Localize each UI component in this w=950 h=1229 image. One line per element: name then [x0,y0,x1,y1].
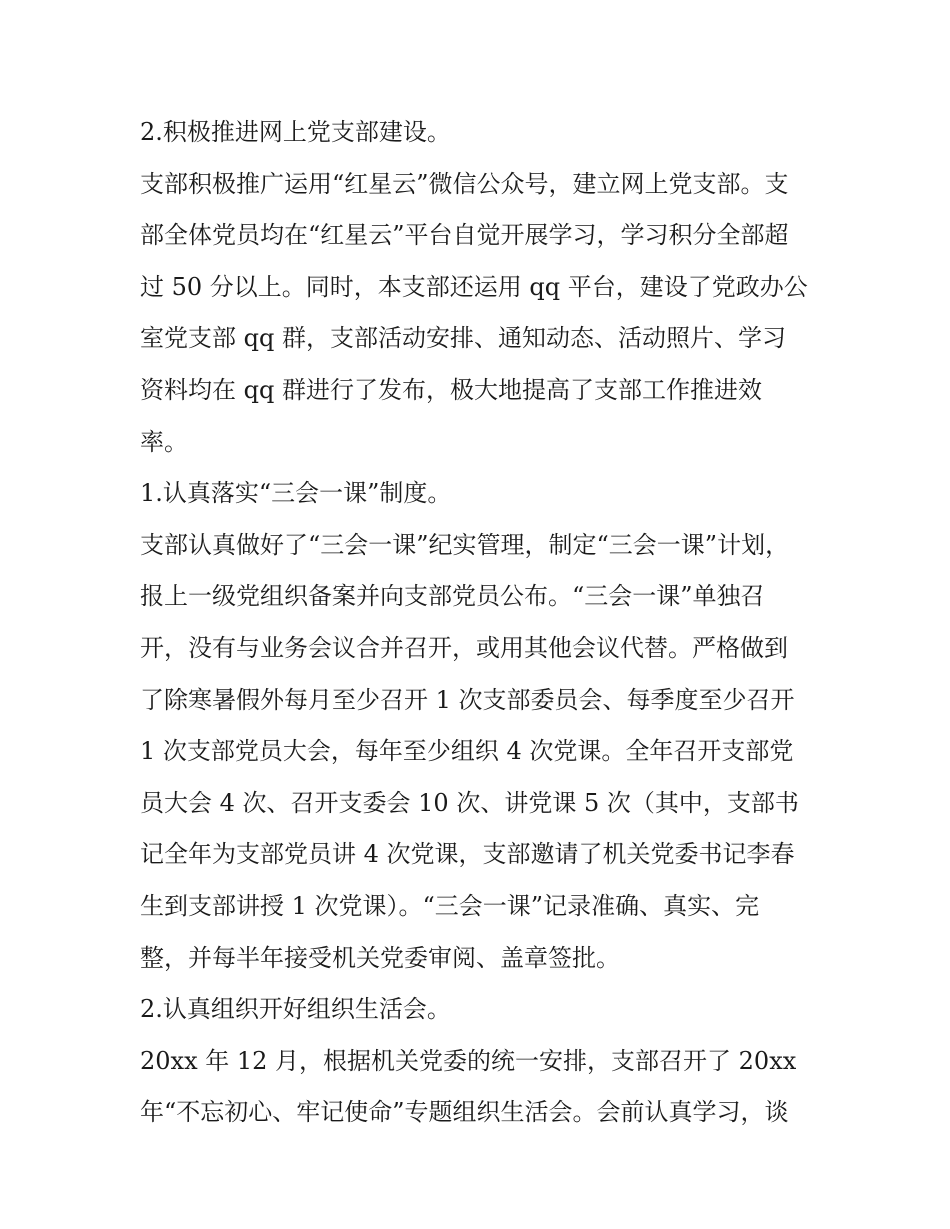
paragraph-line: 整，并每半年接受机关党委审阅、盖章签批。 [140,943,620,972]
paragraph-line: 室党支部 qq 群，支部活动安排、通知动态、活动照片、学习 [140,324,786,353]
paragraph-line: 部全体党员均在“红星云”平台自觉开展学习，学习积分全部超 [140,221,789,250]
document-body [140,107,820,1139]
paragraph-line: 报上一级党组织备案并向支部党员公布。“三会一课”单独召 [140,582,765,611]
paragraph-line: 20xx 年 12 月，根据机关党委的统一安排，支部召开了 20xx [140,1046,797,1075]
paragraph-line: 率。 [140,427,188,456]
paragraph-line: 开，没有与业务会议合并召开，或用其他会议代替。严格做到 [140,633,788,662]
heading-online-party-branch: 2.积极推进网上党支部建设。 [140,118,451,146]
paragraph-line: 记全年为支部党员讲 4 次党课，支部邀请了机关党委书记李春 [140,840,795,869]
paragraph-line: 资料均在 qq 群进行了发布，极大地提高了支部工作推进效 [140,375,762,404]
heading-organizational-life-meeting: 2.认真组织开好组织生活会。 [140,995,451,1024]
heading-three-meetings-one-lesson: 1.认真落实“三会一课”制度。 [140,479,452,508]
paragraph-line: 过 50 分以上。同时，本支部还运用 qq 平台，建设了党政办公 [140,272,808,301]
paragraph-line: 1 次支部党员大会，每年至少组织 4 次党课。全年召开支部党 [140,737,794,766]
paragraph-line: 支部认真做好了“三会一课”纪实管理，制定“三会一课”计划， [140,530,790,559]
paragraph-line: 员大会 4 次、召开支委会 10 次、讲党课 5 次（其中，支部书 [140,788,799,817]
paragraph-line: 支部积极推广运用“红星云”微信公众号，建立网上党支部。支 [140,169,789,198]
paragraph-line: 生到支部讲授 1 次党课）。“三会一课”记录准确、真实、完 [140,891,760,920]
paragraph-line: 了除寒暑假外每月至少召开 1 次支部委员会、每季度至少召开 [140,685,795,714]
paragraph-line: 年“不忘初心、牢记使命”专题组织生活会。会前认真学习，谈 [140,1098,789,1127]
